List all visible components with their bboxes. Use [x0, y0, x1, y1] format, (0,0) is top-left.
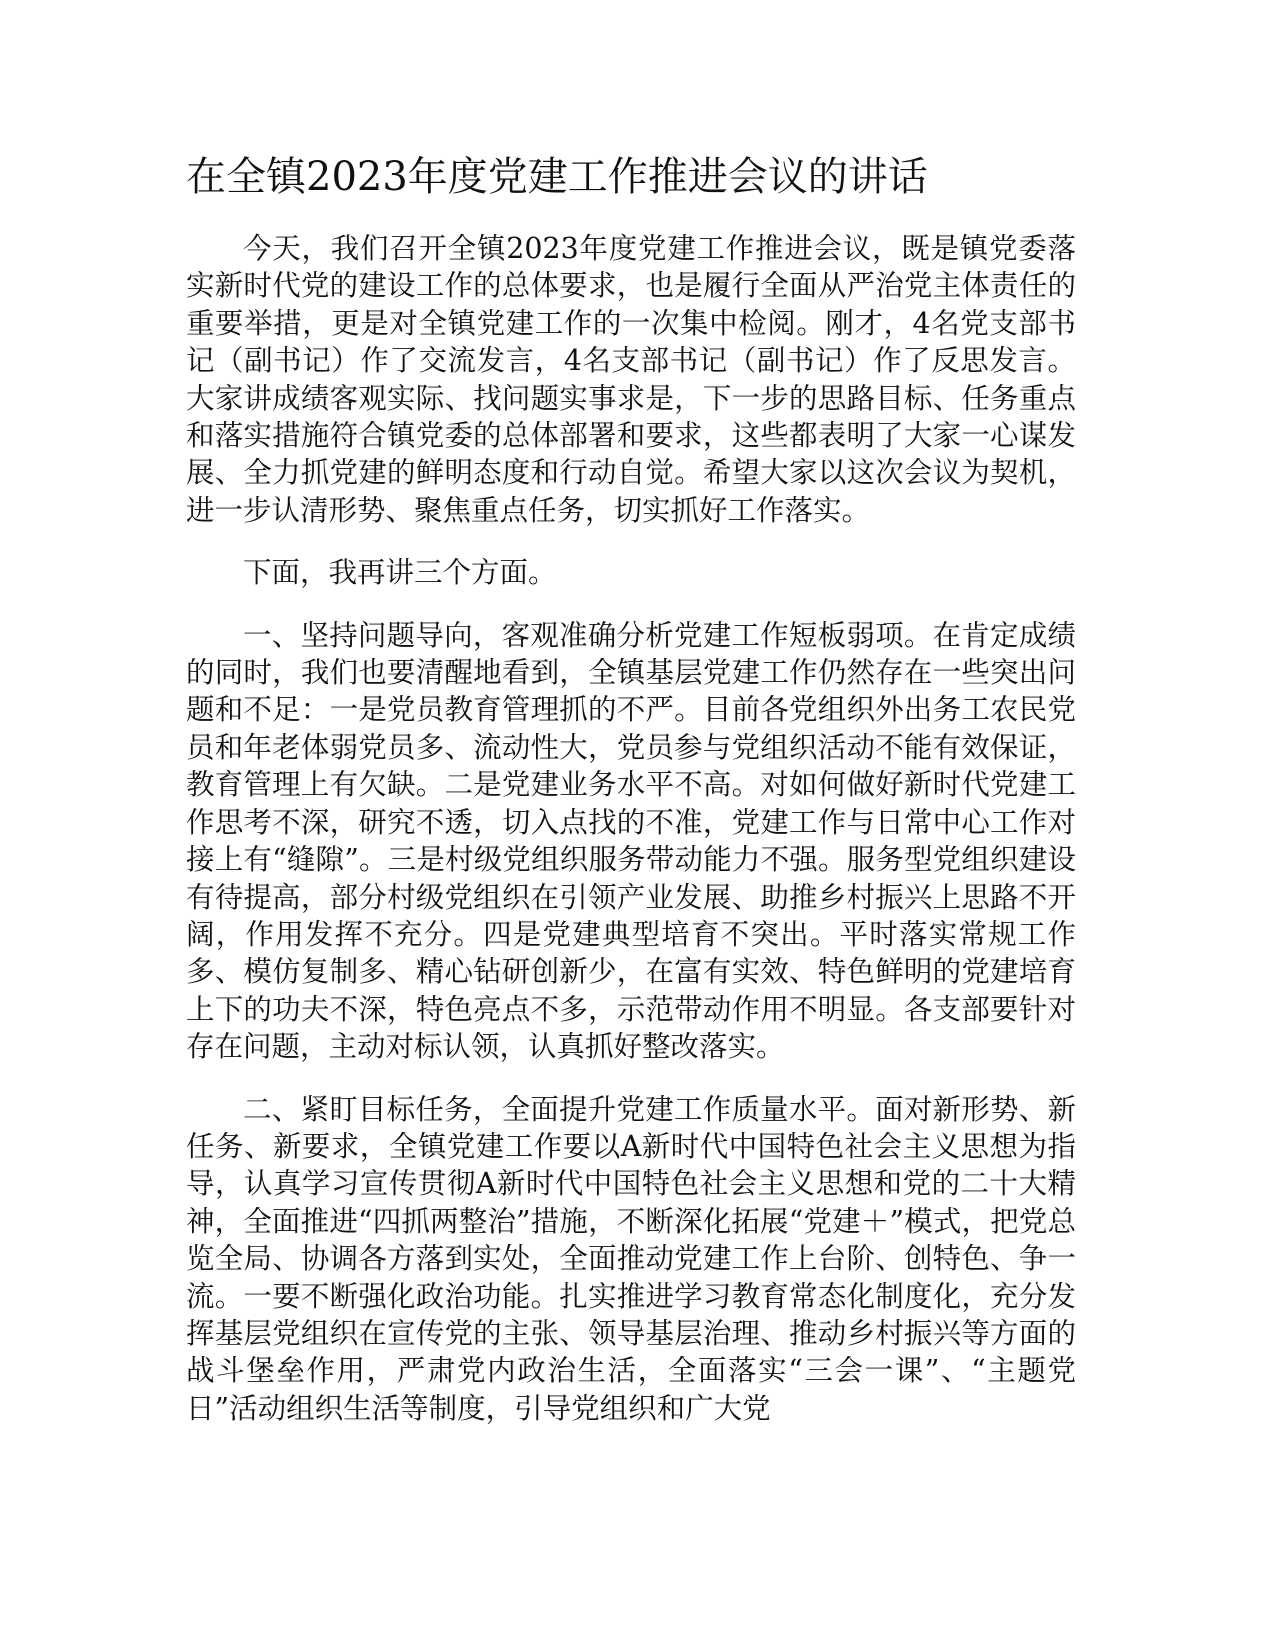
paragraph-transition: 下面，我再讲三个方面。: [243, 556, 557, 590]
document-title: 在全镇2023年度党建工作推进会议的讲话: [186, 154, 928, 200]
paragraph-opening: 今天，我们召开全镇2023年度党建工作推进会议，既是镇党委落实新时代党的建设工作的总体要求，也是履行全面从严治党主体责任的重要举措，更是对全镇党建工作的一次集中检阅。刚才，4名党支部书记（副书记）作了交流发言，4名支部书记（副书记）作了反思发言。大家讲成绩客观实际、找问题实事求是，下一步的思路目标、任务重点和落实措施符合镇党委的总体部署和要求，这些都表明了大家一心谋发展、全力抓党建的鲜明态度和行动自觉。希望大家以这次会议为契机，进一步认清形势、聚焦重点任务，切实抓好工作落实。: [186, 232, 1076, 527]
paragraph-section-one: 一、坚持问题导向，客观准确分析党建工作短板弱项。在肯定成绩的同时，我们也要清醒地看到，全镇基层党建工作仍然存在一些突出问题和不足：一是党员教育管理抓的不严。目前各党组织外出务工农民党员和年老体弱党员多、流动性大，党员参与党组织活动不能有效保证，教育管理上有欠缺。二是党建业务水平不高。对如何做好新时代党建工作思考不深，研究不透，切入点找的不准，党建工作与日常中心工作对接上有“缝隙”。三是村级党组织服务带动能力不强。服务型党组织建设有待提高，部分村级党组织在引领产业发展、助推乡村振兴上思路不开阔，作用发挥不充分。四是党建典型培育不突出。平时落实常规工作多、模仿复制多、精心钻研创新少，在富有实效、特色鲜明的党建培育上下的功夫不深，特色亮点不多，示范带动作用不明显。各支部要针对存在问题，主动对标认领，认真抓好整改落实。: [186, 618, 1076, 1064]
document-body: [186, 230, 1076, 1452]
paragraph-section-two: 二、紧盯目标任务，全面提升党建工作质量水平。面对新形势、新任务、新要求，全镇党建工作要以A新时代中国特色社会主义思想为指导，认真学习宣传贯彻A新时代中国特色社会主义思想和党的二十大精神，全面推进“四抓两整治”措施，不断深化拓展“党建＋”模式，把党总览全局、协调各方落到实处，全面推动党建工作上台阶、创特色、争一流。一要不断强化政治功能。扎实推进学习教育常态化制度化，充分发挥基层党组织在宣传党的主张、领导基层治理、推动乡村振兴等方面的战斗堡垒作用，严肃党内政治生活，全面落实“三会一课”、“主题党日”活动组织生活等制度，引导党组织和广大党: [186, 1092, 1076, 1425]
